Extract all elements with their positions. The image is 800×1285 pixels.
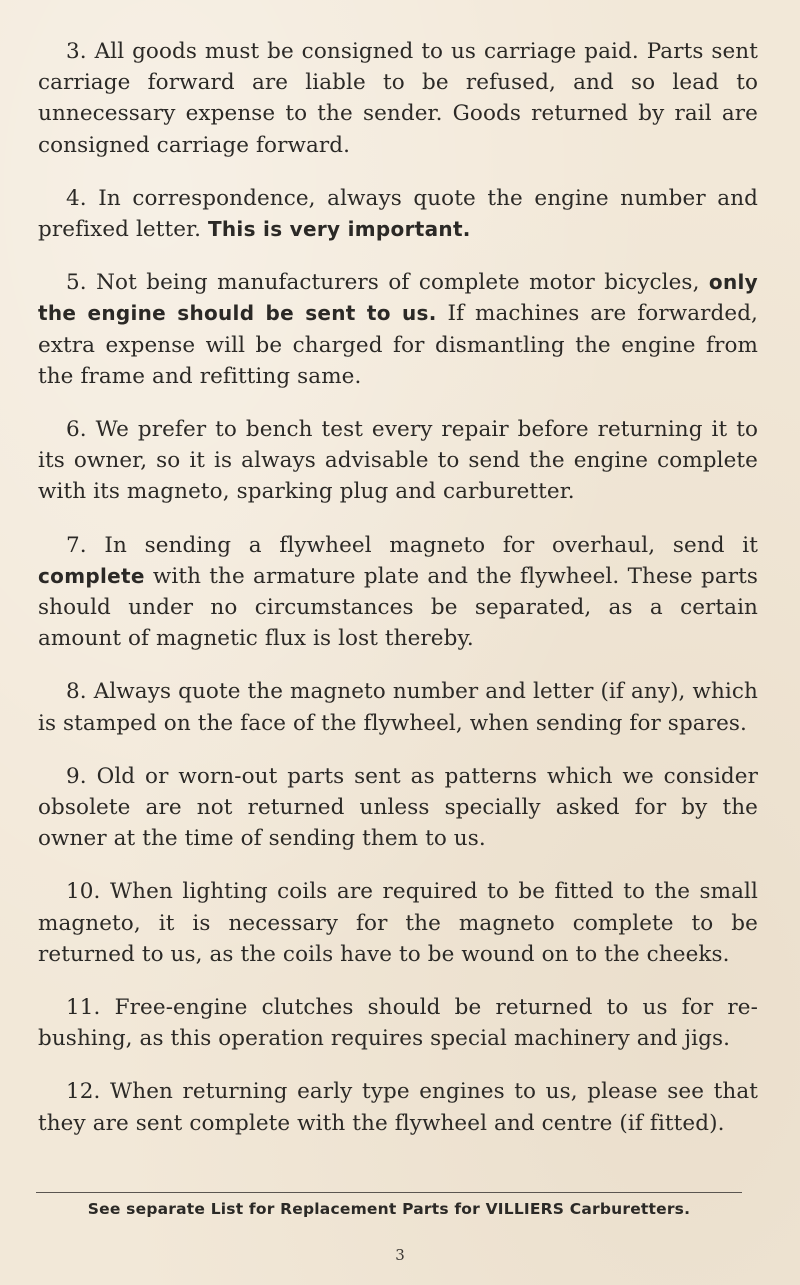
instruction-10: 10. When lighting coils are required to be fitted to the small magneto, it is necessary for the magneto complete to be returned to us, as the coils have to be wound on to the cheeks. (38, 879, 758, 967)
instruction-5: 5. Not being manufacturers of complete motor bicycles, only the engine should be sent to us. If machines are forwarded, extra expense will be charged for dismantling the engine from the frame and refitting same. (38, 270, 758, 389)
emphasis-text: complete (38, 563, 145, 588)
instruction-12: 12. When returning early type engines to us, please see that they are sent complete with the flywheel and centre (if fitted). (38, 1079, 758, 1136)
emphasis-text: only the engine should be sent to us. (38, 270, 758, 326)
page-number: 3 (395, 1246, 405, 1264)
instruction-7: 7. In sending a flywheel magneto for overhaul, send it complete with the armature plate and the flywheel. These parts should under no circumstances be separated, as a certain amount of magnetic flux is lost thereby. (38, 532, 758, 652)
instruction-9: 9. Old or worn-out parts sent as patterns which we consider obsolete are not returned unless specially asked for by the owner at the time of sending them to us. (38, 763, 758, 852)
instruction-8: 8. Always quote the magneto number and letter (if any), which is stamped on the face of the flywheel, when sending for spares. (38, 679, 758, 736)
emphasis-text: This is very important. (207, 217, 471, 242)
instruction-4: 4. In correspondence, always quote the engine number and prefixed letter. This is very important. (38, 185, 758, 243)
instruction-11: 11. Free-engine clutches should be returned to us for re-bushing, as this operation requires special machinery and jigs. (38, 995, 758, 1052)
footnote: See separate List for Replacement Parts for VILLIERS Carburetters. (87, 1200, 691, 1218)
instruction-3: 3. All goods must be consigned to us carriage paid. Parts sent carriage forward are liable to be refused, and so lead to unnecessary expense to the sender. Goods returned by rail are consigned carriage forward. (38, 39, 758, 158)
instruction-6: 6. We prefer to bench test every repair before returning it to its owner, so it is always advisable to send the engine complete with its magneto, sparking plug and carburetter. (38, 417, 758, 505)
footnote-divider (36, 1192, 742, 1193)
numbered-instructions (38, 36, 758, 1161)
